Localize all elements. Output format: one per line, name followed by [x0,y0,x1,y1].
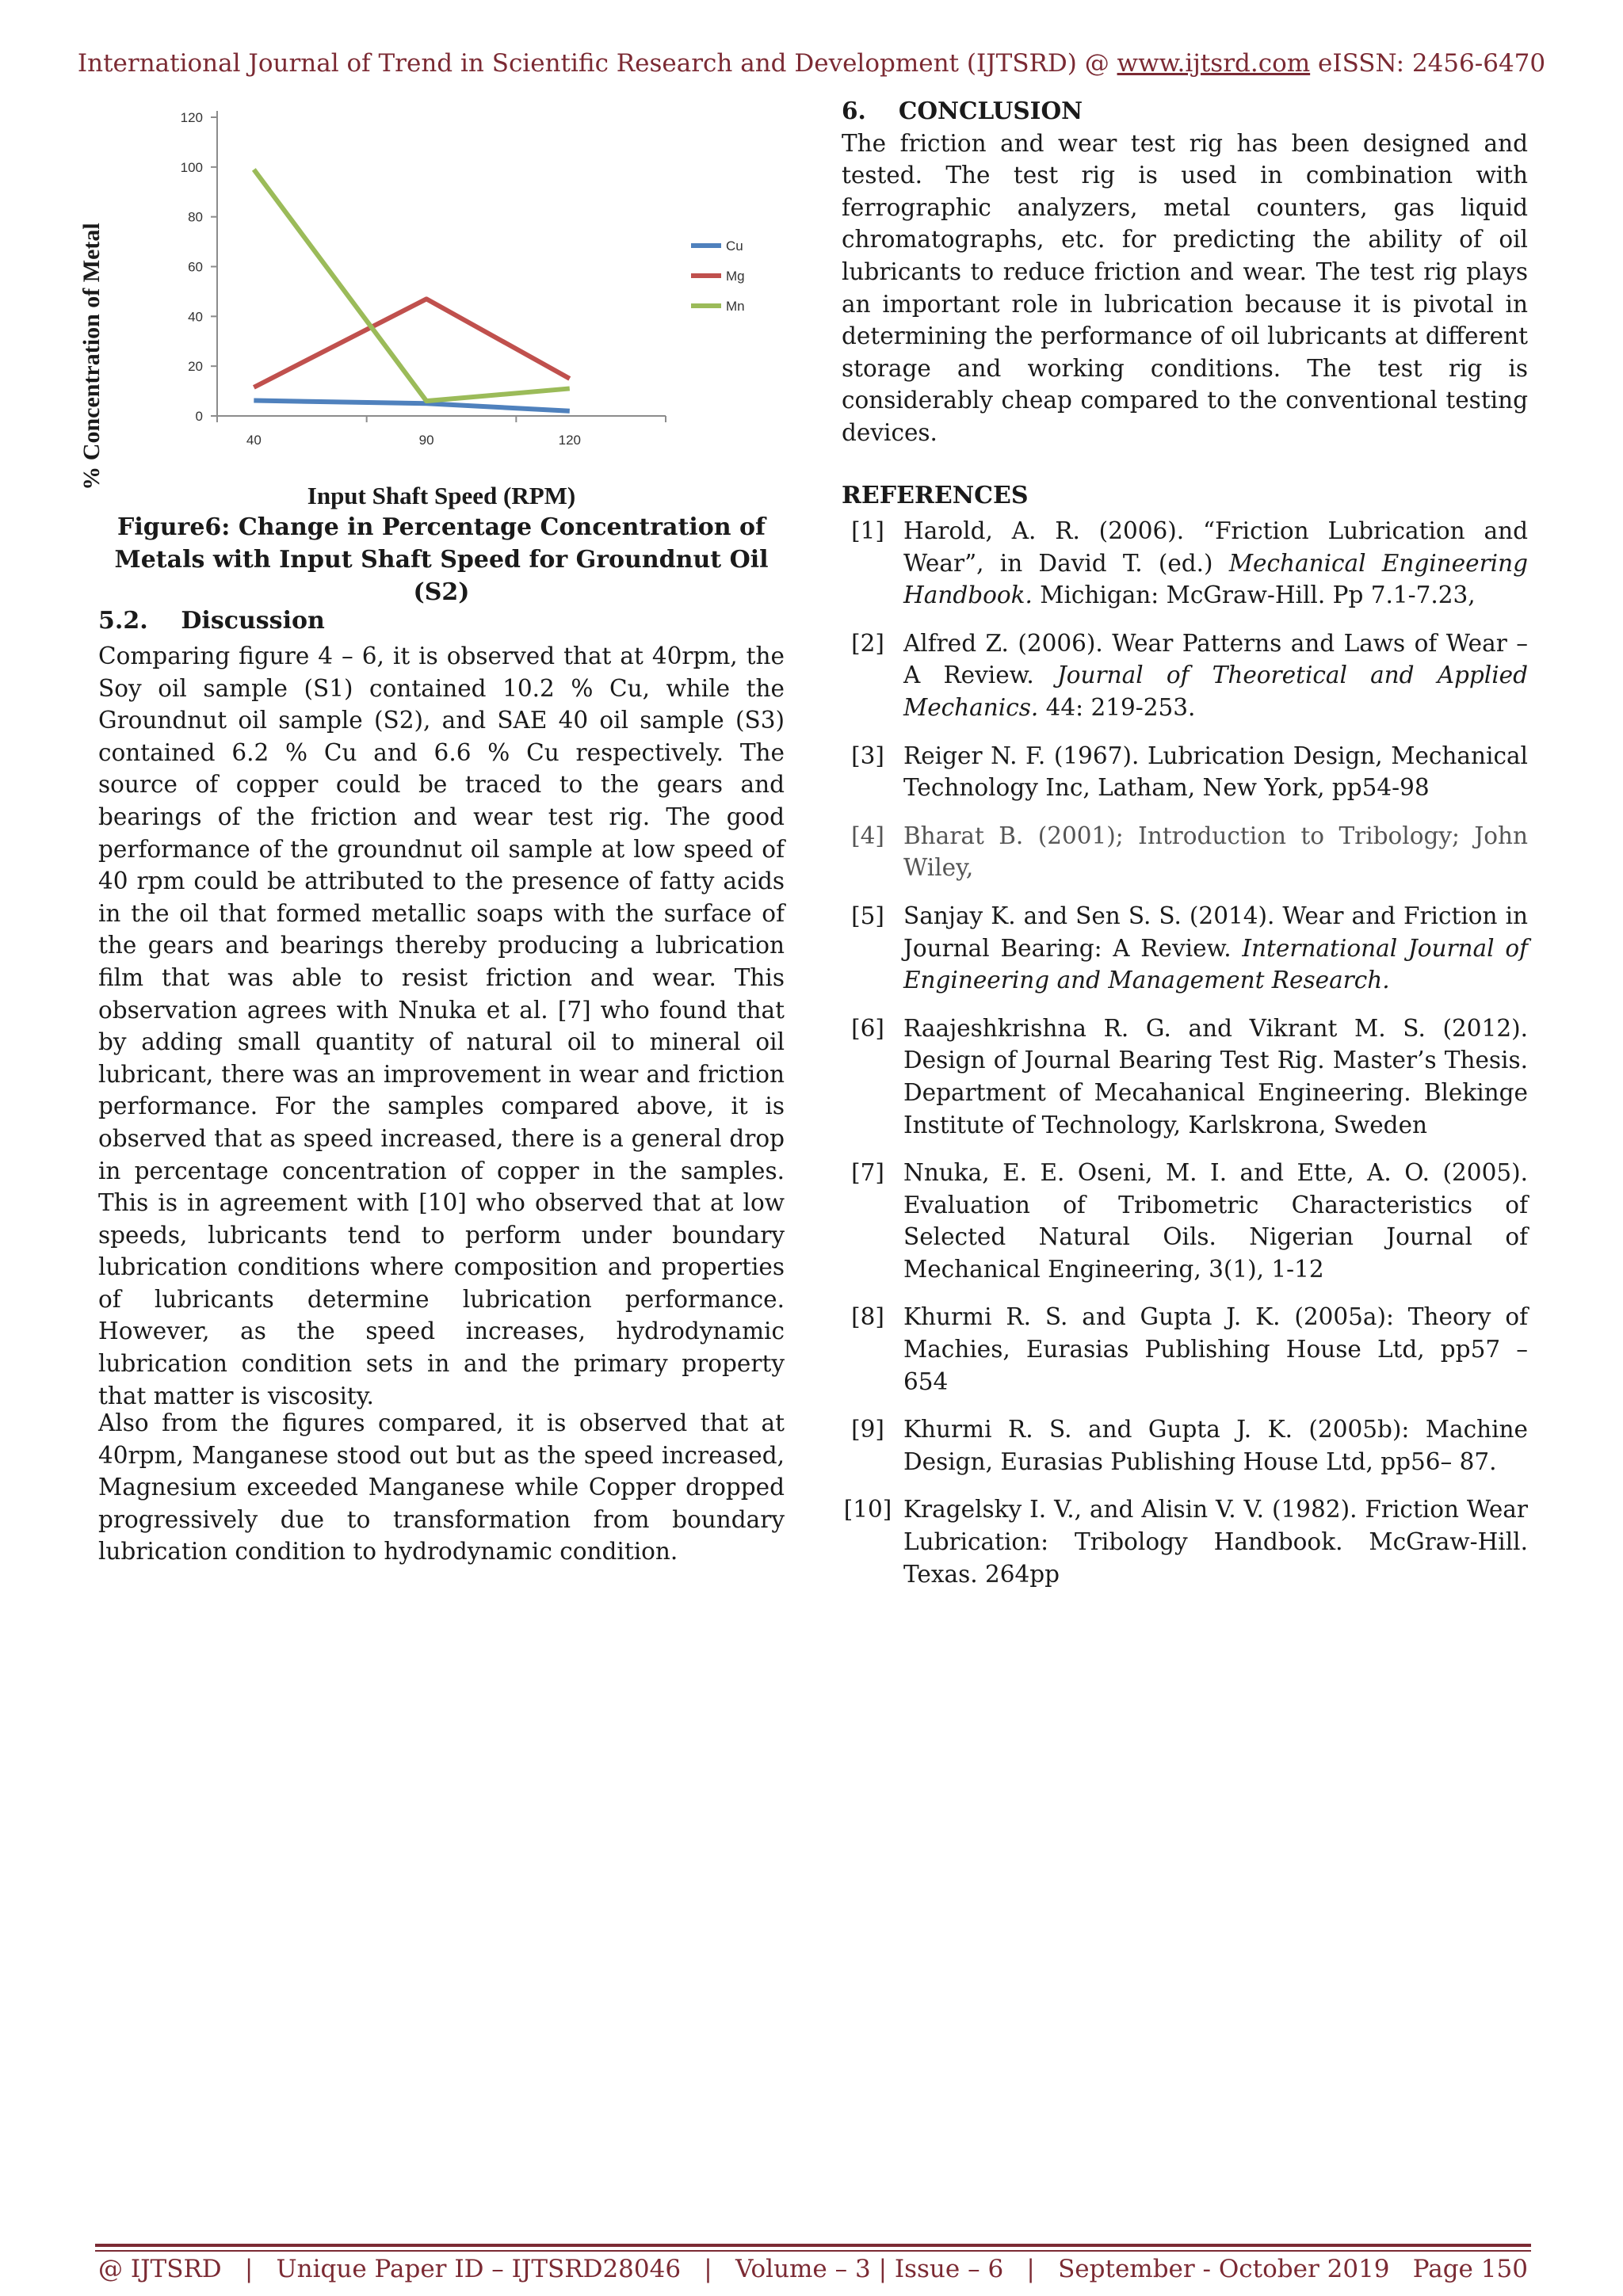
footer-sep: | [244,2255,254,2283]
reference-number: [2] [851,629,884,657]
figure-caption [98,511,785,608]
reference-text: Raajeshkrishna R. G. and Vikrant M. S. (2012). Design of Journal Bearing Test Rig. Master’s Thesis. Department of Mecahanical Engineering. Blekinge Institute of Technology, Karlskrona, Sweden [903,1014,1528,1138]
series-line-mn [254,170,569,401]
y-tick-label: 120 [180,110,203,125]
chart-ylabel: % Concentration of Metal [78,223,105,490]
reference-item [832,1301,1528,1398]
reference-number: [9] [851,1416,884,1444]
caption-line2: Metals with Input Shaft Speed for Groundnut Oil (S2) [114,546,769,606]
discussion-heading: 5.2. Discussion [98,607,325,635]
reference-item [832,1013,1528,1141]
y-tick-label: 80 [188,209,203,225]
reference-item [832,627,1528,724]
x-tick-label: 40 [246,433,262,448]
reference-number: [10] [843,1496,892,1524]
reference-item [832,515,1528,612]
header-pre: International Journal of Trend in Scientific Research and Development (IJTSRD) @ [77,49,1117,78]
chart-xlabel: Input Shaft Speed (RPM) [307,482,576,509]
footer-volume: Volume – 3 | Issue – 6 [735,2255,1004,2283]
header-post: eISSN: 2456-6470 [1310,49,1546,78]
reference-number: [1] [851,517,884,544]
legend-label-mg: Mg [726,269,745,284]
reference-number: [3] [851,742,884,769]
conclusion-section [842,95,1528,449]
reference-text: Khurmi R. S. and Gupta J. K. (2005b): Machine Design, Eurasias Publishing House Ltd, pp56– 87. [903,1416,1528,1475]
legend-label-mn: Mn [726,299,745,314]
y-tick-label: 60 [188,259,203,275]
figure6-chart [78,95,785,507]
footer-sep: | [704,2255,712,2283]
reference-item [832,1157,1528,1285]
discussion-paragraph-1: Comparing figure 4 – 6, it is observed that at 40rpm, the Soy oil sample (S1) contained 10.2 % Cu, while the Groundnut oil sample (S2), and SAE 40 oil sample (S3) contained 6.2 % Cu and 6.6 % Cu respectively. The source of copper could be traced to the gears and bearings of the friction and wear test rig. The good performance of the groundnut oil sample at low speed of 40 rpm could be attributed to the presence of fatty acids in the oil that formed metallic soaps with the surface of the gears and bearings thereby producing a lubrication film that was able to resist friction and wear. This observation agrees with Nnuka et al. [7] who found that by adding small quantity of natural oil to mineral oil lubricant, there was an improvement in wear and friction performance. For the samples compared above, it is observed that as speed increased, there is a general drop in percentage concentration of copper in the samples. This is in agreement with [10] who observed that at low speeds, lubricants tend to perform under boundary lubrication conditions where composition and properties of lubricants determine lubrication performance. However, as the speed increases, hydrodynamic lubrication condition sets in and the primary property that matter is viscosity. [98,643,785,1409]
chart-svg [98,95,785,507]
footer-paper-id: Unique Paper ID – IJTSRD28046 [276,2255,682,2283]
reference-number: [7] [851,1159,884,1187]
caption-line1: Figure6: Change in Percentage Concentration of [117,513,766,541]
footer-page: Page 150 [1412,2255,1528,2283]
reference-text: Alfred Z. (2006). Wear Patterns and Laws of Wear – A Review. Journal of Theoretical and Applied Mechanics. 44: 219-253. [903,629,1528,721]
reference-number: [6] [851,1014,884,1042]
conclusion-text: The friction and wear test rig has been designed and tested. The test rig is used in combination with ferrographic analyzers, metal counters, gas liquid chromatographs, etc. for predicting the ability of oil lubricants to reduce friction and wear. The test rig plays an important role in lubrication because it is pivotal in determining the performance of oil lubricants at different storage and working conditions. The test rig is considerably cheap compared to the conventional testing devices. [842,129,1528,446]
footer-journal: @ IJTSRD [98,2255,222,2283]
reference-item [832,820,1528,884]
reference-text: Bharat B. (2001); Introduction to Tribology; John Wiley, [903,822,1528,882]
x-tick-label: 90 [418,433,434,448]
footer-rule-thin [95,2250,1531,2252]
reference-text: Kragelsky I. V., and Alisin V. V. (1982). Friction Wear Lubrication: Tribology Handbook. McGraw-Hill. Texas. 264pp [903,1496,1528,1588]
reference-number: [8] [851,1303,884,1331]
reference-item [832,1493,1528,1590]
reference-text: Harold, A. R. (2006). “Friction Lubrication and Wear”, in David T. (ed.) Mechanical Engineering Handbook. Michigan: McGraw-Hill. Pp 7.1-7.23, [903,517,1528,609]
journal-header [0,49,1623,78]
reference-text: Reiger N. F. (1967). Lubrication Design, Mechanical Technology Inc, Latham, New York, pp54-98 [903,742,1528,802]
header-link[interactable]: www.ijtsrd.com [1117,49,1311,78]
conclusion-heading: 6. CONCLUSION [842,97,1083,124]
discussion-paragraph-2: Also from the figures compared, it is observed that at 40rpm, Manganese stood out but as the speed increased, Magnesium exceeded Manganese while Copper dropped progressively due to transformation from boundary lubrication condition to hydrodynamic condition. [98,1409,785,1566]
y-tick-label: 20 [188,359,203,375]
reference-text: Khurmi R. S. and Gupta J. K. (2005a): Theory of Machies, Eurasias Publishing House Ltd, pp57 – 654 [903,1303,1528,1395]
page-footer [98,2255,1528,2283]
reference-item [832,900,1528,997]
reference-item [832,740,1528,804]
series-line-cu [254,401,569,411]
legend-label-cu: Cu [726,238,743,254]
reference-number: [4] [851,822,884,849]
series-line-mg [254,299,569,387]
reference-item [832,1413,1528,1478]
footer-sep: | [1026,2255,1035,2283]
reference-number: [5] [851,902,884,929]
footer-date: September - October 2019 [1058,2255,1390,2283]
footer-rule [95,2244,1531,2247]
y-tick-label: 0 [195,409,203,424]
reference-text: Nnuka, E. E. Oseni, M. I. and Ette, A. O. (2005). Evaluation of Tribometric Characteristics of Selected Natural Oils. Nigerian Journal of Mechanical Engineering, 3(1), 1-12 [903,1159,1528,1283]
references-list [832,515,1528,1606]
references-heading: REFERENCES [842,482,1029,509]
reference-text: Sanjay K. and Sen S. S. (2014). Wear and Friction in Journal Bearing: A Review. International Journal of Engineering and Management Research. [903,902,1528,994]
x-tick-label: 120 [558,433,581,448]
y-tick-label: 40 [188,309,203,325]
y-tick-label: 100 [180,159,203,175]
